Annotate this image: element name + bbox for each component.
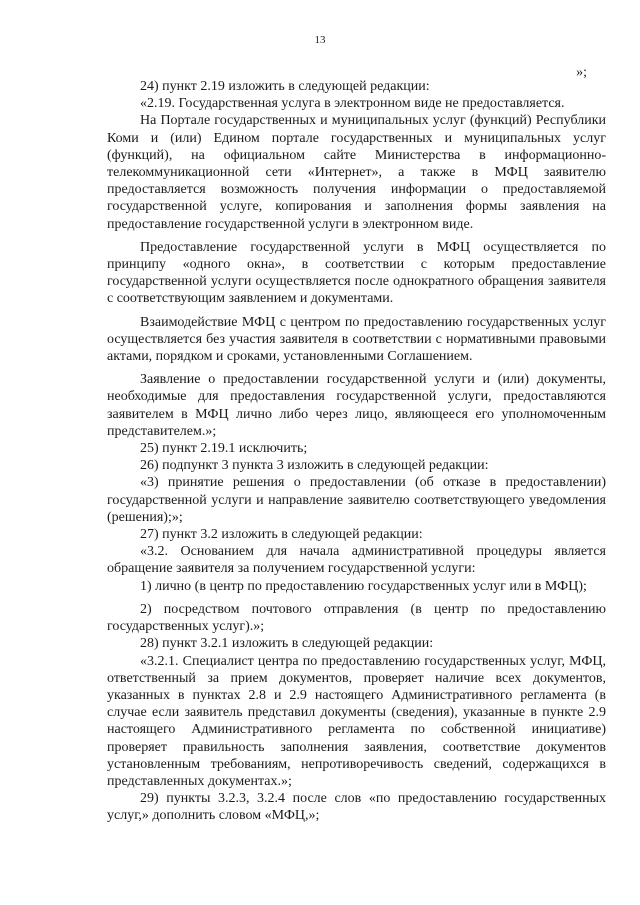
paragraph-item-27: 27) пункт 3.2 изложить в следующей редакции: [140,527,423,543]
page-number: 13 [314,34,326,46]
paragraph-item-24: 24) пункт 2.19 изложить в следующей редакции: [140,79,430,94]
paragraph-item-25: 25) пункт 2.19.1 исключить; [140,441,308,457]
paragraph-one-window: Предоставление государственной услуги в МФЦ осуществляется по принципу «одного окна», в соответствии с которым предоставление государственной услуги осуществляется после однократного обращения заявителя с соответствующим заявлением и документами. [107,239,606,307]
paragraph-by-post: 2) посредством почтового отправления (в центр по предоставлению государственных услуг).»; [107,601,606,635]
paragraph-3-2-1-specialist: «3.2.1. Специалист центра по предоставлению государственных услуг, МФЦ, ответственный за прием документов, проверяет наличие всех документов, указанных в пунктах 2.8 и 2.9 настоящего Административного регламента (в случае если заявитель представил документы (сведения), указанные в пункте 2.9 настоящего Административного регламента по собственной инициативе) проверяет правильность заполнения заявления, соответствие документов установленным требованиям, непротиворечивость сведений, содержащихся в представленных документах.»; [107,653,606,789]
paragraph-item-26: 26) подпункт 3 пункта 3 изложить в следующей редакции: [140,458,489,474]
paragraph-application-submission: Заявление о предоставлении государственной услуги и (или) документы, необходимые для предоставления государственной услуги, предоставляются заявителем в МФЦ лично либо через лицо, являющееся его уполномоченным представителем.»; [107,372,606,439]
paragraph-item-28: 28) пункт 3.2.1 изложить в следующей редакции: [140,636,434,652]
paragraph-2-19-heading: «2.19. Государственная услуга в электронном виде не предоставляется. [140,96,565,112]
document-body [107,78,606,825]
paragraph-mfc-interaction: Взаимодействие МФЦ с центром по предоставлению государственных услуг осуществляется без участия заявителя в соответствии с нормативными правовыми актами, порядком и сроками, установленными Соглашением. [107,314,606,365]
paragraph-item-29: 29) пункты 3.2.3, 3.2.4 после слов «по предоставлению государственных услуг,» дополнить словом «МФЦ,»; [107,791,606,824]
paragraph-portal-info: На Портале государственных и муниципальных услуг (функций) Республики Коми и (или) Едином портале государственных и муниципальных услуг (функций), на официальном сайте Министерства в информационно-телекоммуникационной сети «Интернет», а также в МФЦ заявителю предоставляется возможность получения информации о предоставляемой государственной услуге, копирования и заполнения формы заявления на предоставление государственной услуги в электронном виде. [107,113,606,232]
paragraph-in-person: 1) лично (в центр по предоставлению государственных услуг или в МФЦ); [140,578,587,594]
closing-quote-mark: »; [576,65,587,80]
paragraph-3-2-basis: «3.2. Основанием для начала административной процедуры является обращение заявителя за получением государственной услуги: [107,544,606,577]
paragraph-subitem-3: «3) принятие решения о предоставлении (об отказе в предоставлении) государственной услуги и направление заявителю соответствующего уведомления (решения);»; [107,475,606,525]
